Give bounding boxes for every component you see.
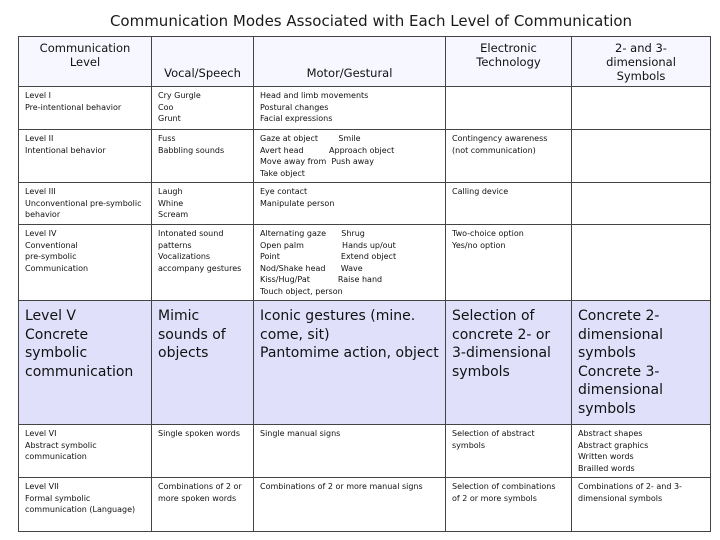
table-row-level-2 <box>19 130 711 183</box>
cell-electronic: Contingency awareness (not communication) <box>446 130 572 183</box>
header-communication-level: Communication Level <box>19 37 152 87</box>
cell-level: Level VI Abstract symbolic communication <box>19 425 152 478</box>
cell-motor: Head and limb movements Postural changes Facial expressions <box>254 87 446 130</box>
cell-electronic: Selection of abstract symbols <box>446 425 572 478</box>
table-row-level-5 <box>19 301 711 425</box>
communication-modes-table <box>18 36 711 532</box>
cell-level: Level V Concrete symbolic communication <box>19 301 152 425</box>
cell-vocal: Cry Gurgle Coo Grunt <box>152 87 254 130</box>
cell-symbols <box>572 225 711 301</box>
header-motor-gestural: Motor/Gestural <box>254 37 446 87</box>
cell-motor: Single manual signs <box>254 425 446 478</box>
header-symbols: 2- and 3- dimensional Symbols <box>572 37 711 87</box>
cell-electronic <box>446 87 572 130</box>
cell-electronic: Selection of concrete 2- or 3-dimensional symbols <box>446 301 572 425</box>
cell-electronic: Calling device <box>446 183 572 225</box>
cell-level: Level I Pre-intentional behavior <box>19 87 152 130</box>
cell-vocal: Combinations of 2 or more spoken words <box>152 478 254 532</box>
cell-vocal: Laugh Whine Scream <box>152 183 254 225</box>
table-row-level-1 <box>19 87 711 130</box>
cell-electronic: Two-choice option Yes/no option <box>446 225 572 301</box>
cell-symbols: Combinations of 2- and 3-dimensional symbols <box>572 478 711 532</box>
cell-electronic: Selection of combinations of 2 or more symbols <box>446 478 572 532</box>
page-title: Communication Modes Associated with Each Level of Communication <box>109 12 633 30</box>
cell-symbols: Abstract shapes Abstract graphics Written words Brailled words <box>572 425 711 478</box>
cell-vocal: Intonated sound patterns Vocalizations accompany gestures <box>152 225 254 301</box>
cell-motor: Alternating gaze Shrug Open palm Hands up/out Point Extend object Nod/Shake head Wave Kiss/Hug/Pat Raise hand Touch object, person <box>254 225 446 301</box>
cell-motor: Gaze at object Smile Avert head Approach object Move away from Push away Take object <box>254 130 446 183</box>
cell-level: Level IV Conventional pre-symbolic Communication <box>19 225 152 301</box>
table-row-level-7 <box>19 478 711 532</box>
cell-level: Level III Unconventional pre-symbolic behavior <box>19 183 152 225</box>
cell-motor: Combinations of 2 or more manual signs <box>254 478 446 532</box>
cell-symbols: Concrete 2-dimensional symbols Concrete 3-dimensional symbols <box>572 301 711 425</box>
cell-symbols <box>572 87 711 130</box>
cell-motor: Eye contact Manipulate person <box>254 183 446 225</box>
header-electronic-technology: Electronic Technology <box>446 37 572 87</box>
cell-vocal: Single spoken words <box>152 425 254 478</box>
table-row-level-3 <box>19 183 711 225</box>
cell-level: Level VII Formal symbolic communication (Language) <box>19 478 152 532</box>
table-header-row <box>19 37 711 87</box>
cell-vocal: Fuss Babbling sounds <box>152 130 254 183</box>
cell-motor: Iconic gestures (mine. come, sit) Pantomime action, object <box>254 301 446 425</box>
cell-symbols <box>572 130 711 183</box>
cell-vocal: Mimic sounds of objects <box>152 301 254 425</box>
table-row-level-4 <box>19 225 711 301</box>
cell-symbols <box>572 183 711 225</box>
table-row-level-6 <box>19 425 711 478</box>
header-vocal-speech: Vocal/Speech <box>152 37 254 87</box>
cell-level: Level II Intentional behavior <box>19 130 152 183</box>
